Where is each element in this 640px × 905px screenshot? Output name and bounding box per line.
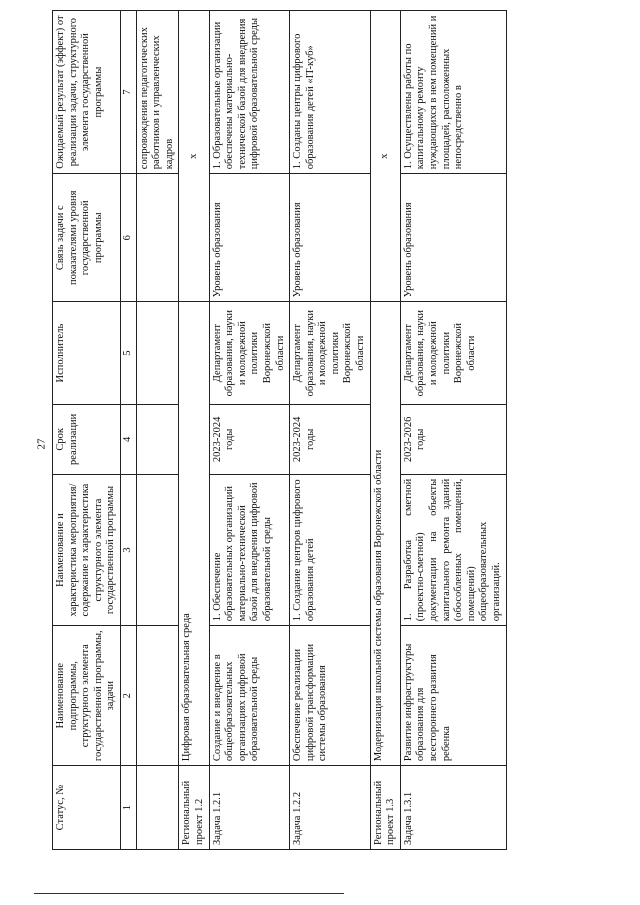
row-period: 2023-2024 годы: [209, 404, 290, 474]
row-measure: 1. Разработка сметной (проектно-сметной) документации на объекты капитального ремонта зданий (обособленных помещений, помещений) общеобразовательных организаций.: [400, 474, 506, 625]
row-task: Развитие инфраструктуры образования для всестороннего развития ребенка: [400, 626, 506, 766]
header-status: Статус, №: [53, 766, 121, 850]
section-x-mark: х: [179, 11, 209, 302]
row-status: Задача 1.2.2: [290, 766, 371, 850]
header-name: Наименование подпрограммы, структурного элемента государственной программы, задачи: [53, 626, 121, 766]
row-link: Уровень образования: [290, 174, 371, 302]
col-number: 2: [120, 626, 136, 766]
row-status: Задача 1.3.1: [400, 766, 506, 850]
header-measure: Наименование и характеристика мероприятия/содержание и характеристика структурного элемента государственной программы: [53, 474, 121, 625]
row-result: 1. Осуществлены работы по капитальному ремонту нуждающихся в нем помещений и площадей, расположенных непосредственно в: [400, 11, 506, 174]
table-row: [290, 11, 371, 850]
header-executor: Исполнитель: [53, 302, 121, 405]
row-result: 1. Образовательные организации обеспечены материально-технической базой для внедрения цифровой образовательной среды: [209, 11, 290, 174]
section-title: Цифровая образовательная среда: [179, 302, 209, 766]
section-row: [179, 11, 209, 850]
header-result: Ожидаемый результат (эффект) от реализации задачи, структурного элемента государственной программы: [53, 11, 121, 174]
col-number: 1: [120, 766, 136, 850]
row-measure: 1. Создание центров цифрового образования детей: [290, 474, 371, 625]
row-result: 1. Созданы центры цифрового образования детей «IT-куб»: [290, 11, 371, 174]
col-number: 4: [120, 404, 136, 474]
section-status: Региональный проект 1.3: [370, 766, 400, 850]
col-number: 5: [120, 302, 136, 405]
table-row: [209, 11, 290, 850]
col-number: 6: [120, 174, 136, 302]
program-table: [52, 10, 507, 850]
section-status: Региональный проект 1.2: [179, 766, 209, 850]
continuation-text: сопровождения педагогических работников и управленческих кадров: [136, 11, 179, 174]
document-table-rotated: [52, 10, 612, 850]
section-row: [370, 11, 400, 850]
row-period: 2023-2024 годы: [290, 404, 371, 474]
row-task: Создание и внедрение в общеобразовательных организациях цифровой образовательной среды: [209, 626, 290, 766]
column-number-row: [120, 11, 136, 850]
header-row: [53, 11, 121, 850]
row-executor: Департамент образования, науки и молодежной политики Воронежской области: [209, 302, 290, 405]
row-executor: Департамент образования, науки и молодежной политики Воронежской области: [400, 302, 506, 405]
header-link: Связь задачи с показателями уровня государственной программы: [53, 174, 121, 302]
row-status: Задача 1.2.1: [209, 766, 290, 850]
row-measure: 1. Обеспечение образовательных организаций материально-технической базой для внедрения цифровой образовательной среды: [209, 474, 290, 625]
row-task: Обеспечение реализации цифровой трансформации системы образования: [290, 626, 371, 766]
continuation-row: [136, 11, 179, 850]
row-period: 2023-2026 годы: [400, 404, 506, 474]
row-link: Уровень образования: [400, 174, 506, 302]
footer-rule: [34, 893, 344, 894]
row-link: Уровень образования: [209, 174, 290, 302]
page-number: 27: [35, 438, 48, 450]
header-period: Срок реализации: [53, 404, 121, 474]
col-number: 7: [120, 11, 136, 174]
table-row: [400, 11, 506, 850]
section-title: Модернизация школьной системы образования Воронежской области: [370, 302, 400, 766]
col-number: 3: [120, 474, 136, 625]
section-x-mark: х: [370, 11, 400, 302]
row-executor: Департамент образования, науки и молодежной политики Воронежской области: [290, 302, 371, 405]
